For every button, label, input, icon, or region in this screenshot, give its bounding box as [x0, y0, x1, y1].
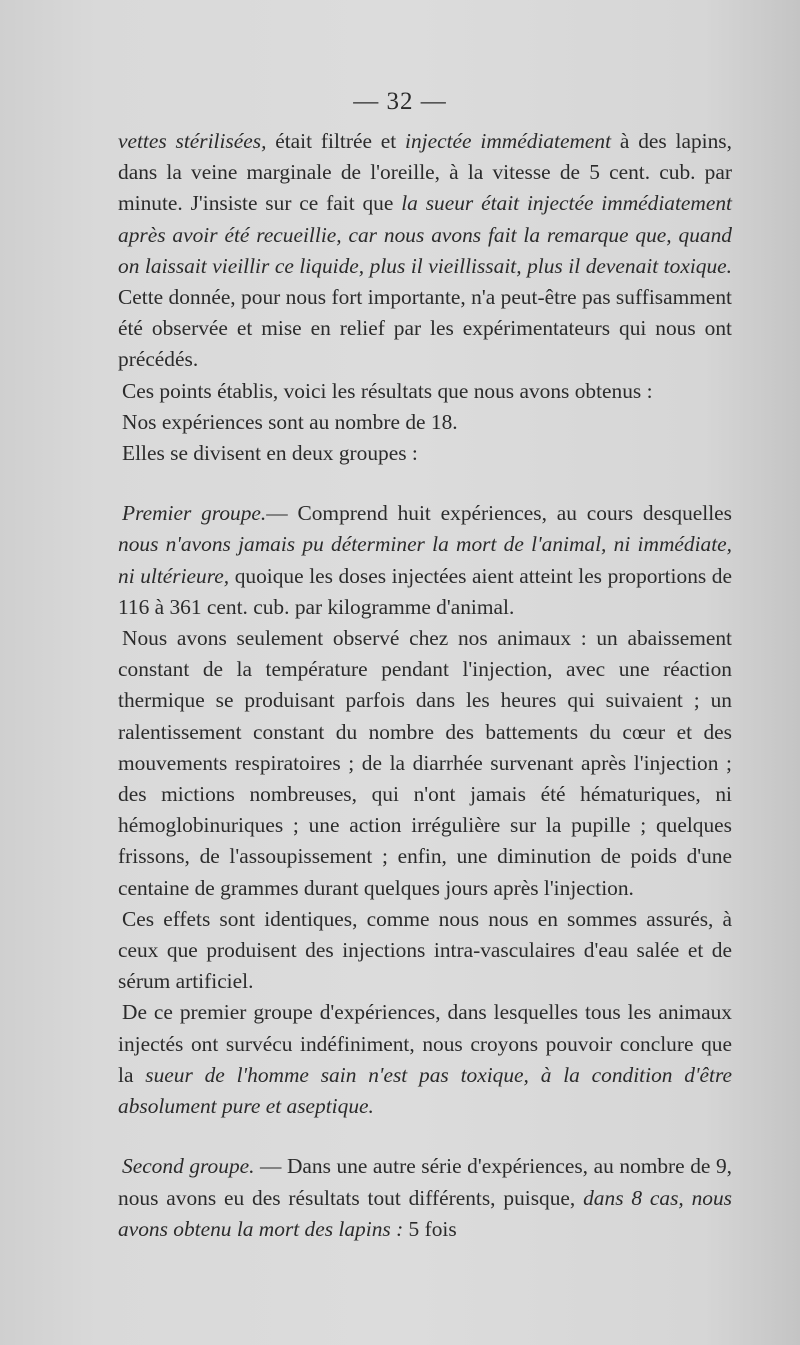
paragraph-1 [118, 126, 732, 376]
text-run: Nous avons seulement observé chez nos animaux : un abaissement constant de la température pendant l'injection, avec une réaction thermique se produisant parfois dans les heures qui suivaient ; un ralentissement constant du nombre des battements du cœur et des mouvements respiratoires ; de la diarrhée survenant après l'injection ; des mictions nombreuses, qui n'ont jamais été hématuriques, ni hémoglobinuriques ; une action irrégulière sur la pupille ; quelques frissons, de l'assoupissement ; enfin, une diminution de poids d'une centaine de grammes durant quelques jours après l'injection. [118, 626, 732, 900]
text-run: De ce premier groupe d'expériences, dans lesquelles tous les animaux injectés ont survécu indéfiniment, nous croyons pouvoir conclure que la [118, 1000, 732, 1087]
text-run: — Comprend huit expériences, au cours desquelles [266, 501, 732, 526]
section-gap [118, 1122, 732, 1151]
section-gap [118, 469, 732, 498]
paragraph-effets [118, 904, 732, 998]
text-run: Ces points établis, voici les résultats que nous avons obtenus : [122, 378, 653, 403]
paragraph-conclusion [118, 997, 732, 1122]
italic-run: Second groupe. [122, 1154, 255, 1179]
text-run: à des lapins, dans la veine marginale de l'oreille, à la vitesse de 5 cent. cub. par minute. J'insiste sur ce fait que [118, 129, 732, 216]
paragraph-observations [118, 623, 732, 904]
text-run: Cette donnée, pour nous fort importante, n'a peut-être pas suffisamment été observée et mise en relief par les expérimentateurs qui nous ont précédés. [118, 285, 732, 372]
text-run: était filtrée et [266, 129, 406, 153]
italic-run: la sueur était injectée immédiatement après avoir été recueillie, car nous avons fait la remarque que, quand on laissait vieillir ce liquide, plus il vieillissait, plus il devenait toxique. [118, 191, 732, 278]
italic-run: nous n'avons jamais pu déterminer la mort de l'animal, ni immédiate, ni ultérieure, [118, 532, 732, 588]
page-number: — 32 — [353, 88, 447, 115]
italic-run: vettes stérilisées, [118, 129, 267, 153]
italic-run: dans 8 cas, nous avons obtenu la mort des lapins : [118, 1185, 733, 1241]
text-run: Nos expériences sont au nombre de 18. [122, 409, 458, 434]
text-run: 5 fois [403, 1216, 457, 1241]
paragraph-2 [118, 376, 732, 407]
paragraph-premier-groupe [118, 498, 732, 623]
italic-run: Premier groupe. [122, 501, 267, 526]
text-run: quoique les doses injectées aient atteint les proportions de 116 à 361 cent. cub. par kilogramme d'animal. [118, 563, 732, 619]
text-run: Elles se divisent en deux groupes : [122, 441, 418, 466]
body-text [118, 126, 732, 1245]
paragraph-4 [118, 438, 732, 469]
paragraph-second-groupe [118, 1151, 732, 1245]
text-run: Ces effets sont identiques, comme nous nous en sommes assurés, à ceux que produisent des injections intra-vasculaires d'eau salée et de sérum artificiel. [118, 906, 732, 994]
italic-run: injectée immédiatement [405, 129, 612, 153]
paragraph-3 [118, 407, 732, 438]
text-run: — Dans une autre série d'expériences, au nombre de 9, nous avons eu des résultats tout différents, puisque, [118, 1154, 732, 1210]
italic-run: sueur de l'homme sain n'est pas toxique, à la condition d'être absolument pure et aseptique. [118, 1062, 732, 1119]
